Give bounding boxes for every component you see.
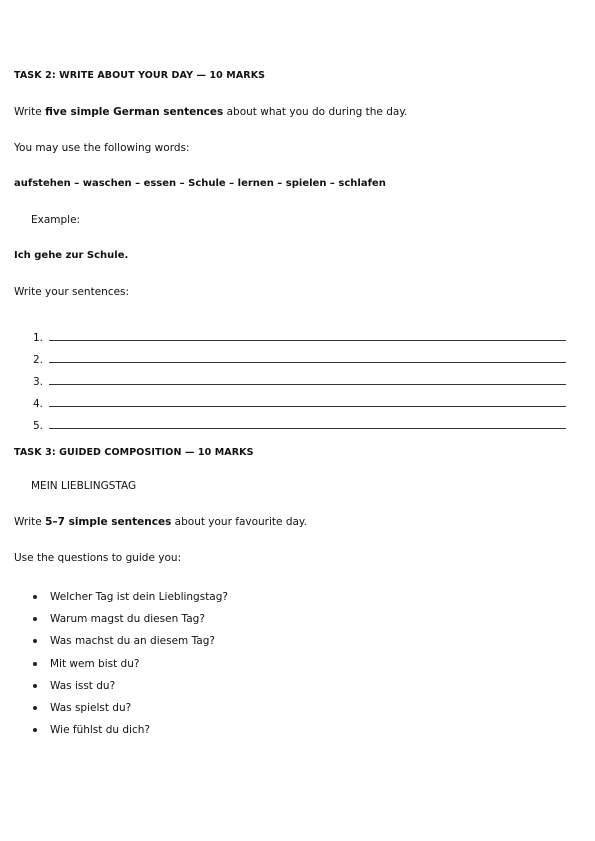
guide-question xyxy=(32,675,228,697)
task2-word-list: aufstehen – waschen – essen – Schule – lernen – spielen – schlafen xyxy=(14,178,386,189)
answer-line-number: 4. xyxy=(33,398,44,410)
guide-question-text: Mit wem bist du? xyxy=(50,657,140,670)
answer-rule[interactable] xyxy=(49,362,566,363)
task2-instruction-after: about what you do during the day. xyxy=(223,106,408,118)
task2-example-sentence: Ich gehe zur Schule. xyxy=(14,250,129,261)
guide-question-text: Welcher Tag ist dein Lieblingstag? xyxy=(50,591,228,604)
task3-questions-intro: Use the questions to guide you: xyxy=(14,552,182,564)
answer-line[interactable] xyxy=(33,322,566,344)
bullet-icon xyxy=(33,617,37,621)
task2-words-intro: You may use the following words: xyxy=(14,142,190,154)
task2-write-prompt: Write your sentences: xyxy=(14,286,130,298)
guide-question xyxy=(32,653,228,675)
bullet-icon xyxy=(33,595,37,599)
task3-topic: MEIN LIEBLINGSTAG xyxy=(31,480,137,492)
answer-line-number: 3. xyxy=(33,376,44,388)
answer-line[interactable] xyxy=(33,344,566,366)
answer-line[interactable] xyxy=(33,366,566,388)
task2-heading: TASK 2: WRITE ABOUT YOUR DAY — 10 MARKS xyxy=(14,70,266,81)
task2-instruction-bold: five simple German sentences xyxy=(45,106,224,118)
guide-question xyxy=(32,630,228,652)
bullet-icon xyxy=(33,662,37,666)
task2-instruction xyxy=(14,106,407,118)
guide-question xyxy=(32,697,228,719)
bullet-icon xyxy=(33,684,37,688)
guide-question-text: Was machst du an diesem Tag? xyxy=(50,635,215,648)
answer-line[interactable] xyxy=(33,410,566,432)
guide-question-text: Was isst du? xyxy=(50,679,116,692)
answer-line-number: 1. xyxy=(33,332,44,344)
answer-rule[interactable] xyxy=(49,384,566,385)
bullet-icon xyxy=(33,706,37,710)
answer-rule[interactable] xyxy=(49,406,566,407)
guide-question-text: Warum magst du diesen Tag? xyxy=(50,613,205,626)
answer-lines xyxy=(33,322,566,432)
bullet-icon xyxy=(33,728,37,732)
answer-line[interactable] xyxy=(33,388,566,410)
task3-instruction-bold: 5–7 simple sentences xyxy=(45,516,172,528)
answer-rule[interactable] xyxy=(49,428,566,429)
guide-question xyxy=(32,719,228,741)
task2-example-label: Example: xyxy=(31,214,81,226)
task3-instruction xyxy=(14,516,307,528)
answer-line-number: 5. xyxy=(33,420,44,432)
task3-instruction-before: Write xyxy=(14,516,46,528)
answer-line-number: 2. xyxy=(33,354,44,366)
guide-question xyxy=(32,608,228,630)
task2-instruction-before: Write xyxy=(14,106,46,118)
task3-heading: TASK 3: GUIDED COMPOSITION — 10 MARKS xyxy=(14,447,254,458)
bullet-icon xyxy=(33,639,37,643)
guide-question-text: Wie fühlst du dich? xyxy=(50,724,150,737)
guide-question xyxy=(32,586,228,608)
task3-instruction-after: about your favourite day. xyxy=(171,516,307,528)
guide-questions xyxy=(32,586,228,741)
answer-rule[interactable] xyxy=(49,340,566,341)
guide-question-text: Was spielst du? xyxy=(50,702,132,715)
